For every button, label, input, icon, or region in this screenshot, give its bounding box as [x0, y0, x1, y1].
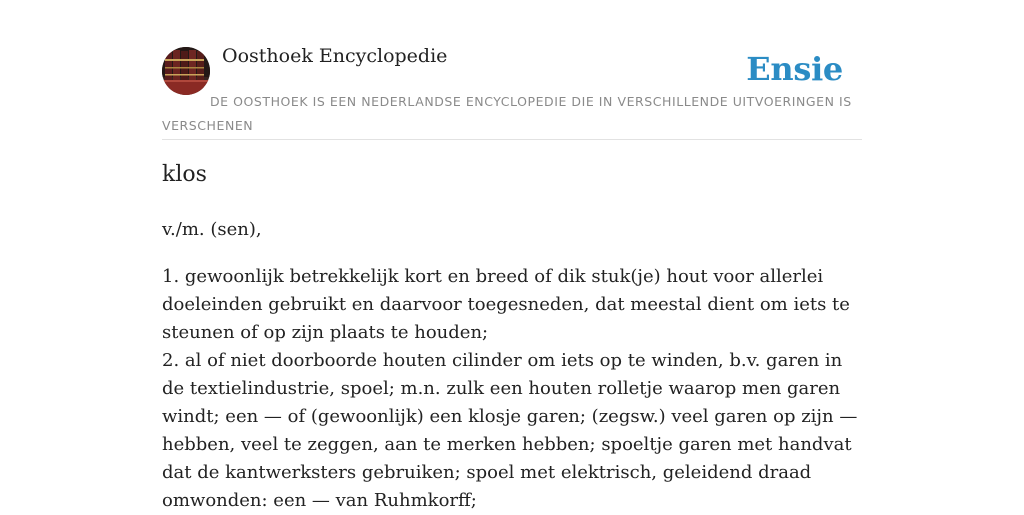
source-avatar[interactable]: [162, 47, 210, 95]
ensie-logo[interactable]: Ensie: [746, 50, 843, 88]
source-description: DE OOSTHOEK IS EEN NEDERLANDSE ENCYCLOPEDIE DIE IN VERSCHILLENDE UITVOERINGEN IS VERSCHENEN: [162, 94, 852, 133]
definition-sense-2: 2. al of niet doorboorde houten cilinder om iets op te winden, b.v. garen in de textielindustrie, spoel; m.n. zulk een houten rolletje waarop men garen windt; een — of (gewoonlijk) een klosje garen; (zegsw.) veel garen op zijn — hebben, veel te zeggen, aan te merken hebben; spoeltje garen met handvat dat de kantwerksters gebruiken; spoel met elektrisch, geleidend draad omwonden: een — van Ruhmkorff;: [162, 350, 858, 511]
entry-definition: [162, 263, 862, 515]
header-divider: [162, 139, 862, 140]
book-spines-icon: [162, 47, 210, 95]
definition-sense-1: 1. gewoonlijk betrekkelijk kort en breed of dik stuk(je) hout voor allerlei doeleinden gebruikt en daarvoor toegesneden, dat meestal dient om iets te steunen of op zijn plaats te houden;: [162, 266, 850, 343]
entry-grammar: v./m. (sen),: [162, 219, 262, 240]
entry-headword: klos: [162, 162, 207, 187]
source-title[interactable]: Oosthoek Encyclopedie: [222, 45, 448, 67]
